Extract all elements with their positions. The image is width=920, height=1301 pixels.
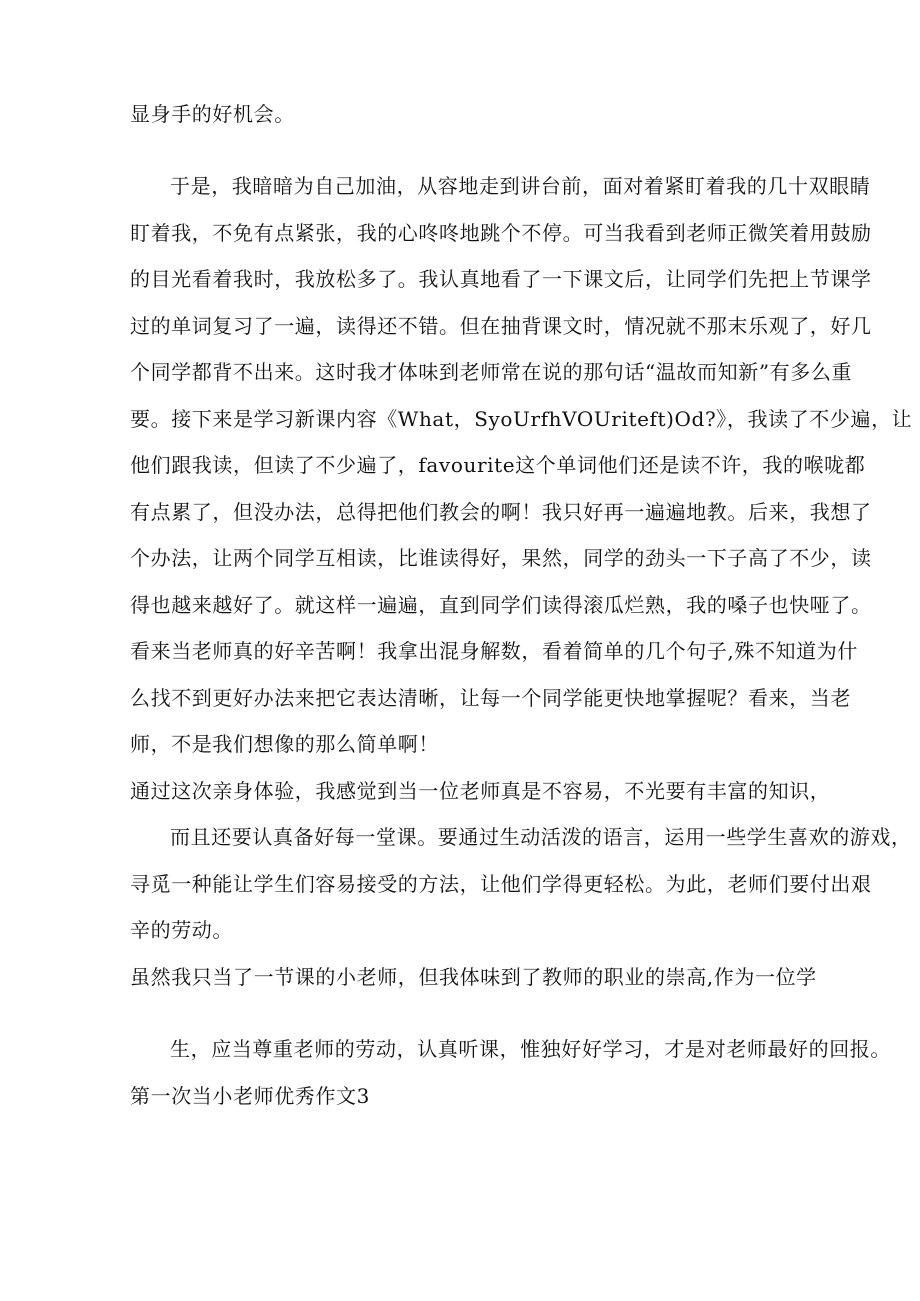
paragraph-line: 个办法，让两个同学互相读，比谁读得好，果然，同学的劲头一下子高了不少，读 <box>130 546 872 570</box>
paragraph-line: 个同学都背不出来。这时我才体味到老师常在说的那句话“温故而知新”有多么重 <box>130 360 853 384</box>
paragraph-line: 通过这次亲身体验，我感觉到当一位老师真是不容易，不光要有丰富的知识， <box>130 779 831 803</box>
paragraph-line: 寻觅一种能让学生们容易接受的方法，让他们学得更轻松。为此，老师们要付出艰 <box>130 872 872 896</box>
paragraph-line: 显身手的好机会。 <box>130 102 295 126</box>
paragraph-line: 而且还要认真备好每一堂课。要通过生动活泼的语言，运用一些学生喜欢的游戏， <box>170 825 912 849</box>
paragraph-line: 过的单词复习了一遍，读得还不错。但在抽背课文时，情况就不那末乐观了，好几 <box>130 314 872 338</box>
paragraph-line: 虽然我只当了一节课的小老师，但我体味到了教师的职业的崇高,作为一位学 <box>130 965 817 989</box>
paragraph-line: 么找不到更好办法来把它表达清晰，让每一个同学能更快地掌握呢？看来，当老 <box>130 686 851 710</box>
paragraph-line: 盯着我，不免有点紧张，我的心咚咚地跳个不停。可当我看到老师正微笑着用鼓励 <box>130 221 872 245</box>
paragraph-line: 第一次当小老师优秀作文3 <box>130 1084 370 1108</box>
paragraph-line: 他们跟我读，但读了不少遍了，favourite这个单词他们还是读不许，我的喉咙都 <box>130 453 866 477</box>
paragraph-line: 生，应当尊重老师的劳动，认真听课，惟独好好学习，才是对老师最好的回报。 <box>170 1037 891 1061</box>
paragraph-line: 有点累了，但没办法，总得把他们教会的啊！我只好再一遍遍地教。后来，我想了 <box>130 500 872 524</box>
paragraph-line: 辛的劳动。 <box>130 918 233 942</box>
paragraph-line: 师，不是我们想像的那么简单啊！ <box>130 732 439 756</box>
paragraph-line: 要。接下来是学习新课内容《What，SyoUrfhVOUriteft)Od?》，我读了不少遍，让 <box>130 407 913 431</box>
paragraph-line: 看来当老师真的好辛苦啊！我拿出混身解数，看着简单的几个句子,殊不知道为什 <box>130 639 858 663</box>
paragraph-line: 得也越来越好了。就这样一遍遍，直到同学们读得滚瓜烂熟，我的嗓子也快哑了。 <box>130 593 872 617</box>
paragraph-line: 于是，我暗暗为自己加油，从容地走到讲台前，面对着紧盯着我的几十双眼睛 <box>170 174 871 198</box>
paragraph-line: 的目光看着我时，我放松多了。我认真地看了一下课文后，让同学们先把上节课学 <box>130 267 872 291</box>
